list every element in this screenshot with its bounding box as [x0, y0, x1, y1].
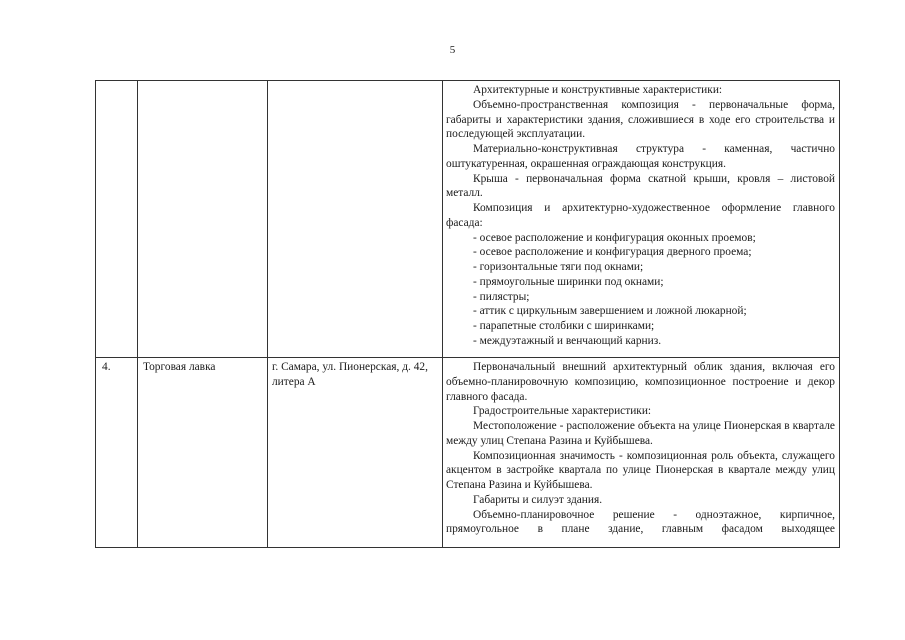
- table-row: [96, 358, 840, 548]
- table-row: [96, 81, 840, 358]
- object-description-cell: [443, 81, 840, 358]
- heritage-objects-table: [95, 80, 840, 548]
- description-paragraph: Материально-конструктивная структура - каменная, частично оштукатуренная, окрашенная ограждающая конструкция.: [446, 143, 835, 170]
- row-number-cell: [96, 81, 138, 358]
- object-name-cell: [138, 81, 268, 358]
- description-paragraph: Местоположение - расположение объекта на улице Пионерская в квартале между улиц Степана Разина и Куйбышева.: [446, 420, 835, 447]
- description-paragraph: Архитектурные и конструктивные характеристики:: [473, 84, 723, 96]
- facade-feature-item: - осевое расположение и конфигурация дверного проема;: [473, 246, 752, 259]
- description-paragraph: Габариты и силуэт здания.: [473, 493, 603, 506]
- description-paragraph: Объемно-планировочное решение - одноэтажное, кирпичное, прямоугольное в плане здание, главным фасадом выходящее: [446, 508, 835, 536]
- object-name-cell: Торговая лавка: [138, 358, 268, 548]
- object-address-cell: [268, 81, 443, 358]
- description-paragraph: Объемно-пространственная композиция - первоначальные форма, габариты и характеристики здания, сложившиеся в ходе его строительства и последующей эксплуатации.: [446, 98, 835, 141]
- description-paragraph: Композиция и архитектурно-художественное оформление главного фасада:: [446, 202, 835, 229]
- page-number: 5: [449, 44, 456, 56]
- description-paragraph: Композиционная значимость - композиционная роль объекта, служащего акцентом в застройке квартала по улице Пионерская в квартале между улиц Степана Разина и Куйбышева.: [446, 449, 835, 491]
- description-paragraph: Первоначальный внешний архитектурный облик здания, включая его объемно-планировочную композицию, композиционное построение и декор главного фасада.: [446, 361, 835, 403]
- facade-feature-item: - горизонтальные тяги под окнами;: [473, 261, 644, 273]
- facade-feature-item: - аттик с циркульным завершением и ложной люкарной;: [473, 305, 747, 318]
- facade-feature-item: - прямоугольные ширинки под окнами;: [473, 275, 664, 288]
- facade-feature-item: - междуэтажный и венчающий карниз.: [473, 334, 662, 347]
- facade-feature-item: - парапетные столбики с ширинками;: [473, 320, 655, 332]
- description-paragraph: Градостроительные характеристики:: [473, 405, 652, 418]
- object-description-cell: [443, 358, 840, 548]
- facade-feature-item: - осевое расположение и конфигурация оконных проемов;: [473, 231, 756, 244]
- facade-feature-item: - пилястры;: [473, 290, 530, 303]
- description-paragraph: Крыша - первоначальная форма скатной крыши, кровля – листовой металл.: [446, 172, 835, 200]
- row-number-cell: 4.: [96, 358, 138, 548]
- object-address-cell: г. Самара, ул. Пионерская, д. 42, литера А: [268, 358, 443, 548]
